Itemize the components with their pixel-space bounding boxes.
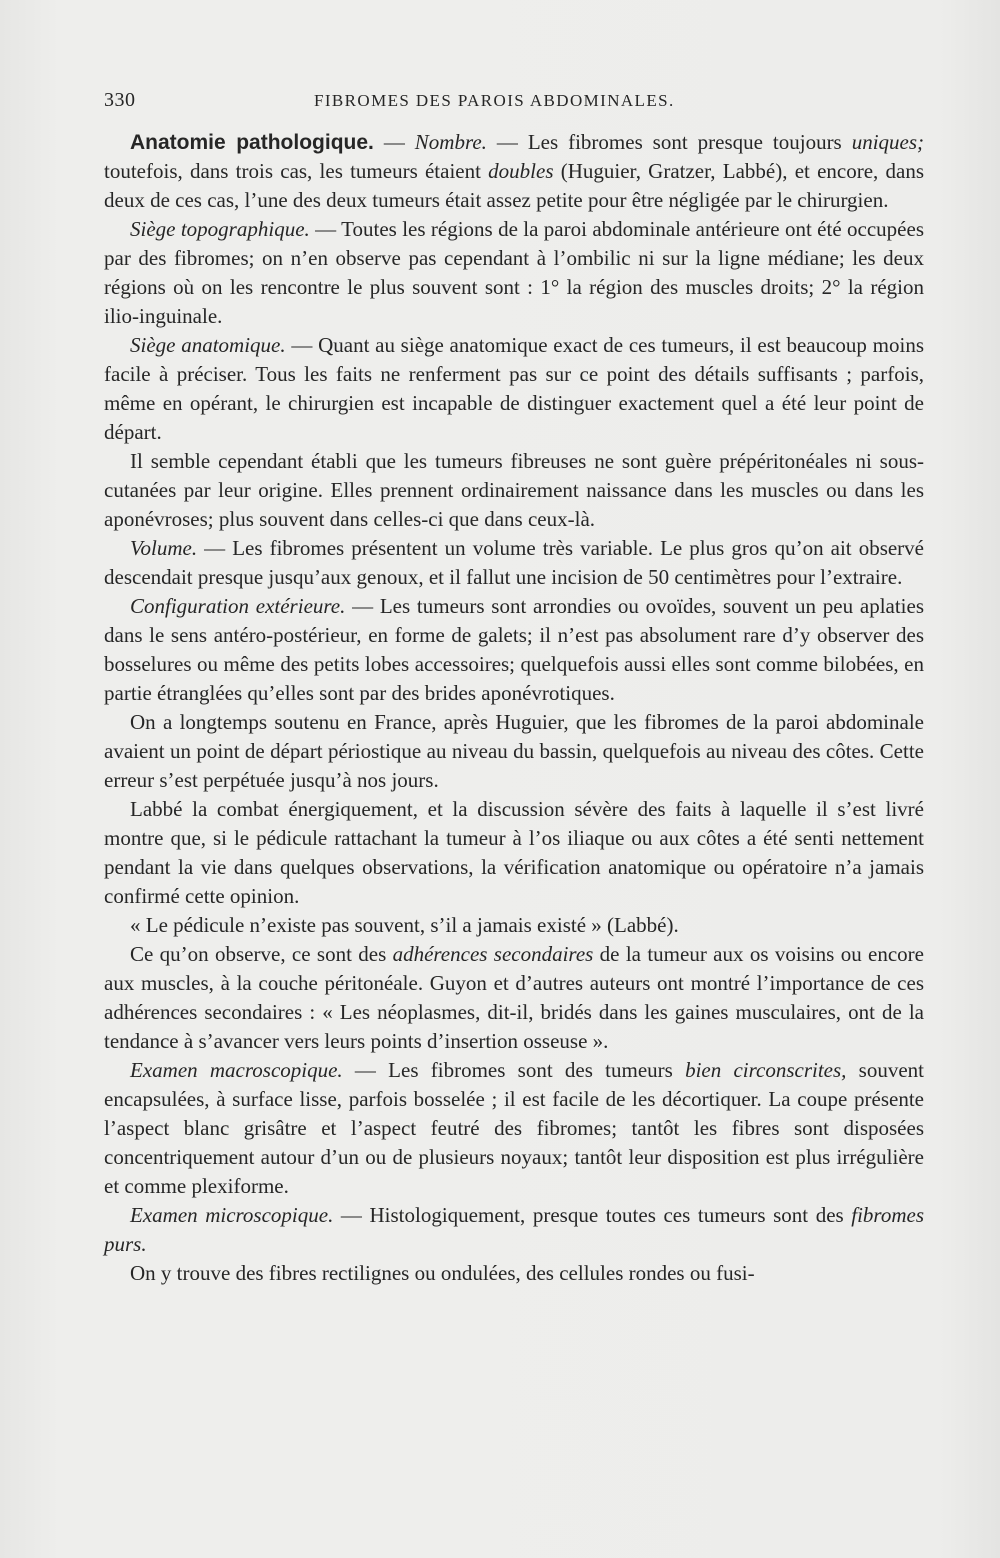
paragraph-examen-macroscopique: Examen macroscopique. — Les fibromes sont des tumeurs bien circonscrites, souvent encapsulées, à surface lisse, parfois bosselée ; il est facile de les décortiquer. La coupe présente l’aspect blanc grisâtre et l’aspect feutré des fibromes; tantôt les fibres sont disposées concentriquement autour d’un ou de plusieurs noyaux; tantôt leur disposition est plus irrégulière et comme plexiforme.: [104, 1058, 925, 1198]
paragraph-siege-anatomique: Siège anatomique. — Quant au siège anatomique exact de ces tumeurs, il est beaucoup moins facile à préciser. Tous les faits ne renferment pas sur ce point des détails suffisants ; parfois, même en opérant, le chirurgien est incapable de distinguer exactement quel a été leur point de départ.: [104, 333, 924, 444]
section-title: Anatomie pathologique.: [130, 131, 374, 154]
paragraph-nombre: Anatomie pathologique. — Nombre. — Les fibromes sont presque toujours uniques; toutefois, dans trois cas, les tumeurs étaient doubles (Huguier, Gratzer, Labbé), et encore, dans deux de ces cas, l’une des deux tumeurs était assez petite pour être négligée par le chirurgien.: [104, 130, 925, 212]
paragraph-labbe: Labbé la combat énergiquement, et la discussion sévère des faits à laquelle il s’est livré montre que, si le pédicule rattachant la tumeur à l’os iliaque ou aux côtes a été senti nettement pendant la vie dans quelques observations, la vérification anatomique ou opératoire n’a jamais confirmé cette opinion.: [104, 797, 924, 908]
paragraph-configuration: Configuration extérieure. — Les tumeurs sont arrondies ou ovoïdes, souvent un peu aplaties dans le sens antéro-postérieur, en forme de galets; il n’est pas absolument rare d’y observer des bosselures ou même des petits lobes accessoires; quelquefois aussi elles sont comme bilobées, en partie étranglées qu’elles sont par des brides aponévrotiques.: [104, 594, 925, 705]
subheading-examen-macroscopique: Examen macroscopique.: [130, 1058, 343, 1082]
subheading-examen-microscopique: Examen microscopique.: [130, 1203, 334, 1227]
paragraph-fibres: On y trouve des fibres rectilignes ou ondulées, des cellules rondes ou fusi-: [130, 1261, 755, 1285]
paragraph-huguier: On a longtemps soutenu en France, après Huguier, que les fibromes de la paroi abdominale avaient un point de départ périostique au niveau du bassin, quelquefois au niveau des côtes. Cette erreur s’est perpétuée jusqu’à nos jours.: [104, 710, 924, 792]
subheading-siege-topographique: Siège topographique.: [130, 217, 310, 241]
emphasis-uniques: uniques;: [851, 130, 925, 154]
paragraph-adherences: Ce qu’on observe, ce sont des adhérences secondaires de la tumeur aux os voisins ou encore aux muscles, à la couche péritonéale. Guyon et d’autres auteurs ont montré l’importance de ces adhérences secondaires : « Les néoplasmes, dit-il, bridés dans les gaines musculaires, ont de la tendance à s’avancer vers leurs points d’insertion osseuse ».: [104, 942, 924, 1053]
paragraph-siege-topographique: Siège topographique. — Toutes les régions de la paroi abdominale antérieure ont été occupées par des fibromes; on n’en observe pas cependant à l’ombilic ni sur la ligne médiane; les deux régions où on les rencontre le plus souvent sont : 1° la région des muscles droits; 2° la région ilio-inguinale.: [104, 217, 924, 328]
page-text: [104, 86, 924, 1288]
emphasis-doubles: doubles: [488, 159, 554, 183]
paragraph-volume: Volume. — Les fibromes présentent un volume très variable. Le plus gros qu’on ait observé descendait presque jusqu’aux genoux, et il fallut une incision de 50 centimètres pour l’extraire.: [104, 536, 924, 589]
subheading-nombre: Nombre.: [414, 130, 487, 154]
emphasis-circonscrites: bien circonscrites,: [685, 1058, 847, 1082]
page-header: FIBROMES DES PAROIS ABDOMINALES.: [314, 91, 675, 110]
subheading-volume: Volume.: [130, 536, 198, 560]
emphasis-fibromes-purs: fibromes purs.: [104, 1203, 924, 1256]
paragraph-origine: Il semble cependant établi que les tumeurs fibreuses ne sont guère prépéritonéales ni sous-cutanées par leur origine. Elles prennent ordinairement naissance dans les muscles ou dans les aponévroses; plus souvent dans celles-ci que dans ceux-là.: [104, 449, 924, 531]
paragraph-examen-microscopique: Examen microscopique. — Histologiquement, presque toutes ces tumeurs sont des fibromes purs.: [104, 1203, 924, 1256]
running-head: [104, 86, 924, 120]
paragraph-quote: « Le pédicule n’existe pas souvent, s’il a jamais existé » (Labbé).: [130, 913, 679, 937]
subheading-siege-anatomique: Siège anatomique.: [130, 333, 286, 357]
page-number: 330: [104, 89, 136, 111]
emphasis-adherences: adhérences secondaires: [392, 942, 594, 966]
subheading-configuration: Configuration extérieure.: [130, 594, 346, 618]
